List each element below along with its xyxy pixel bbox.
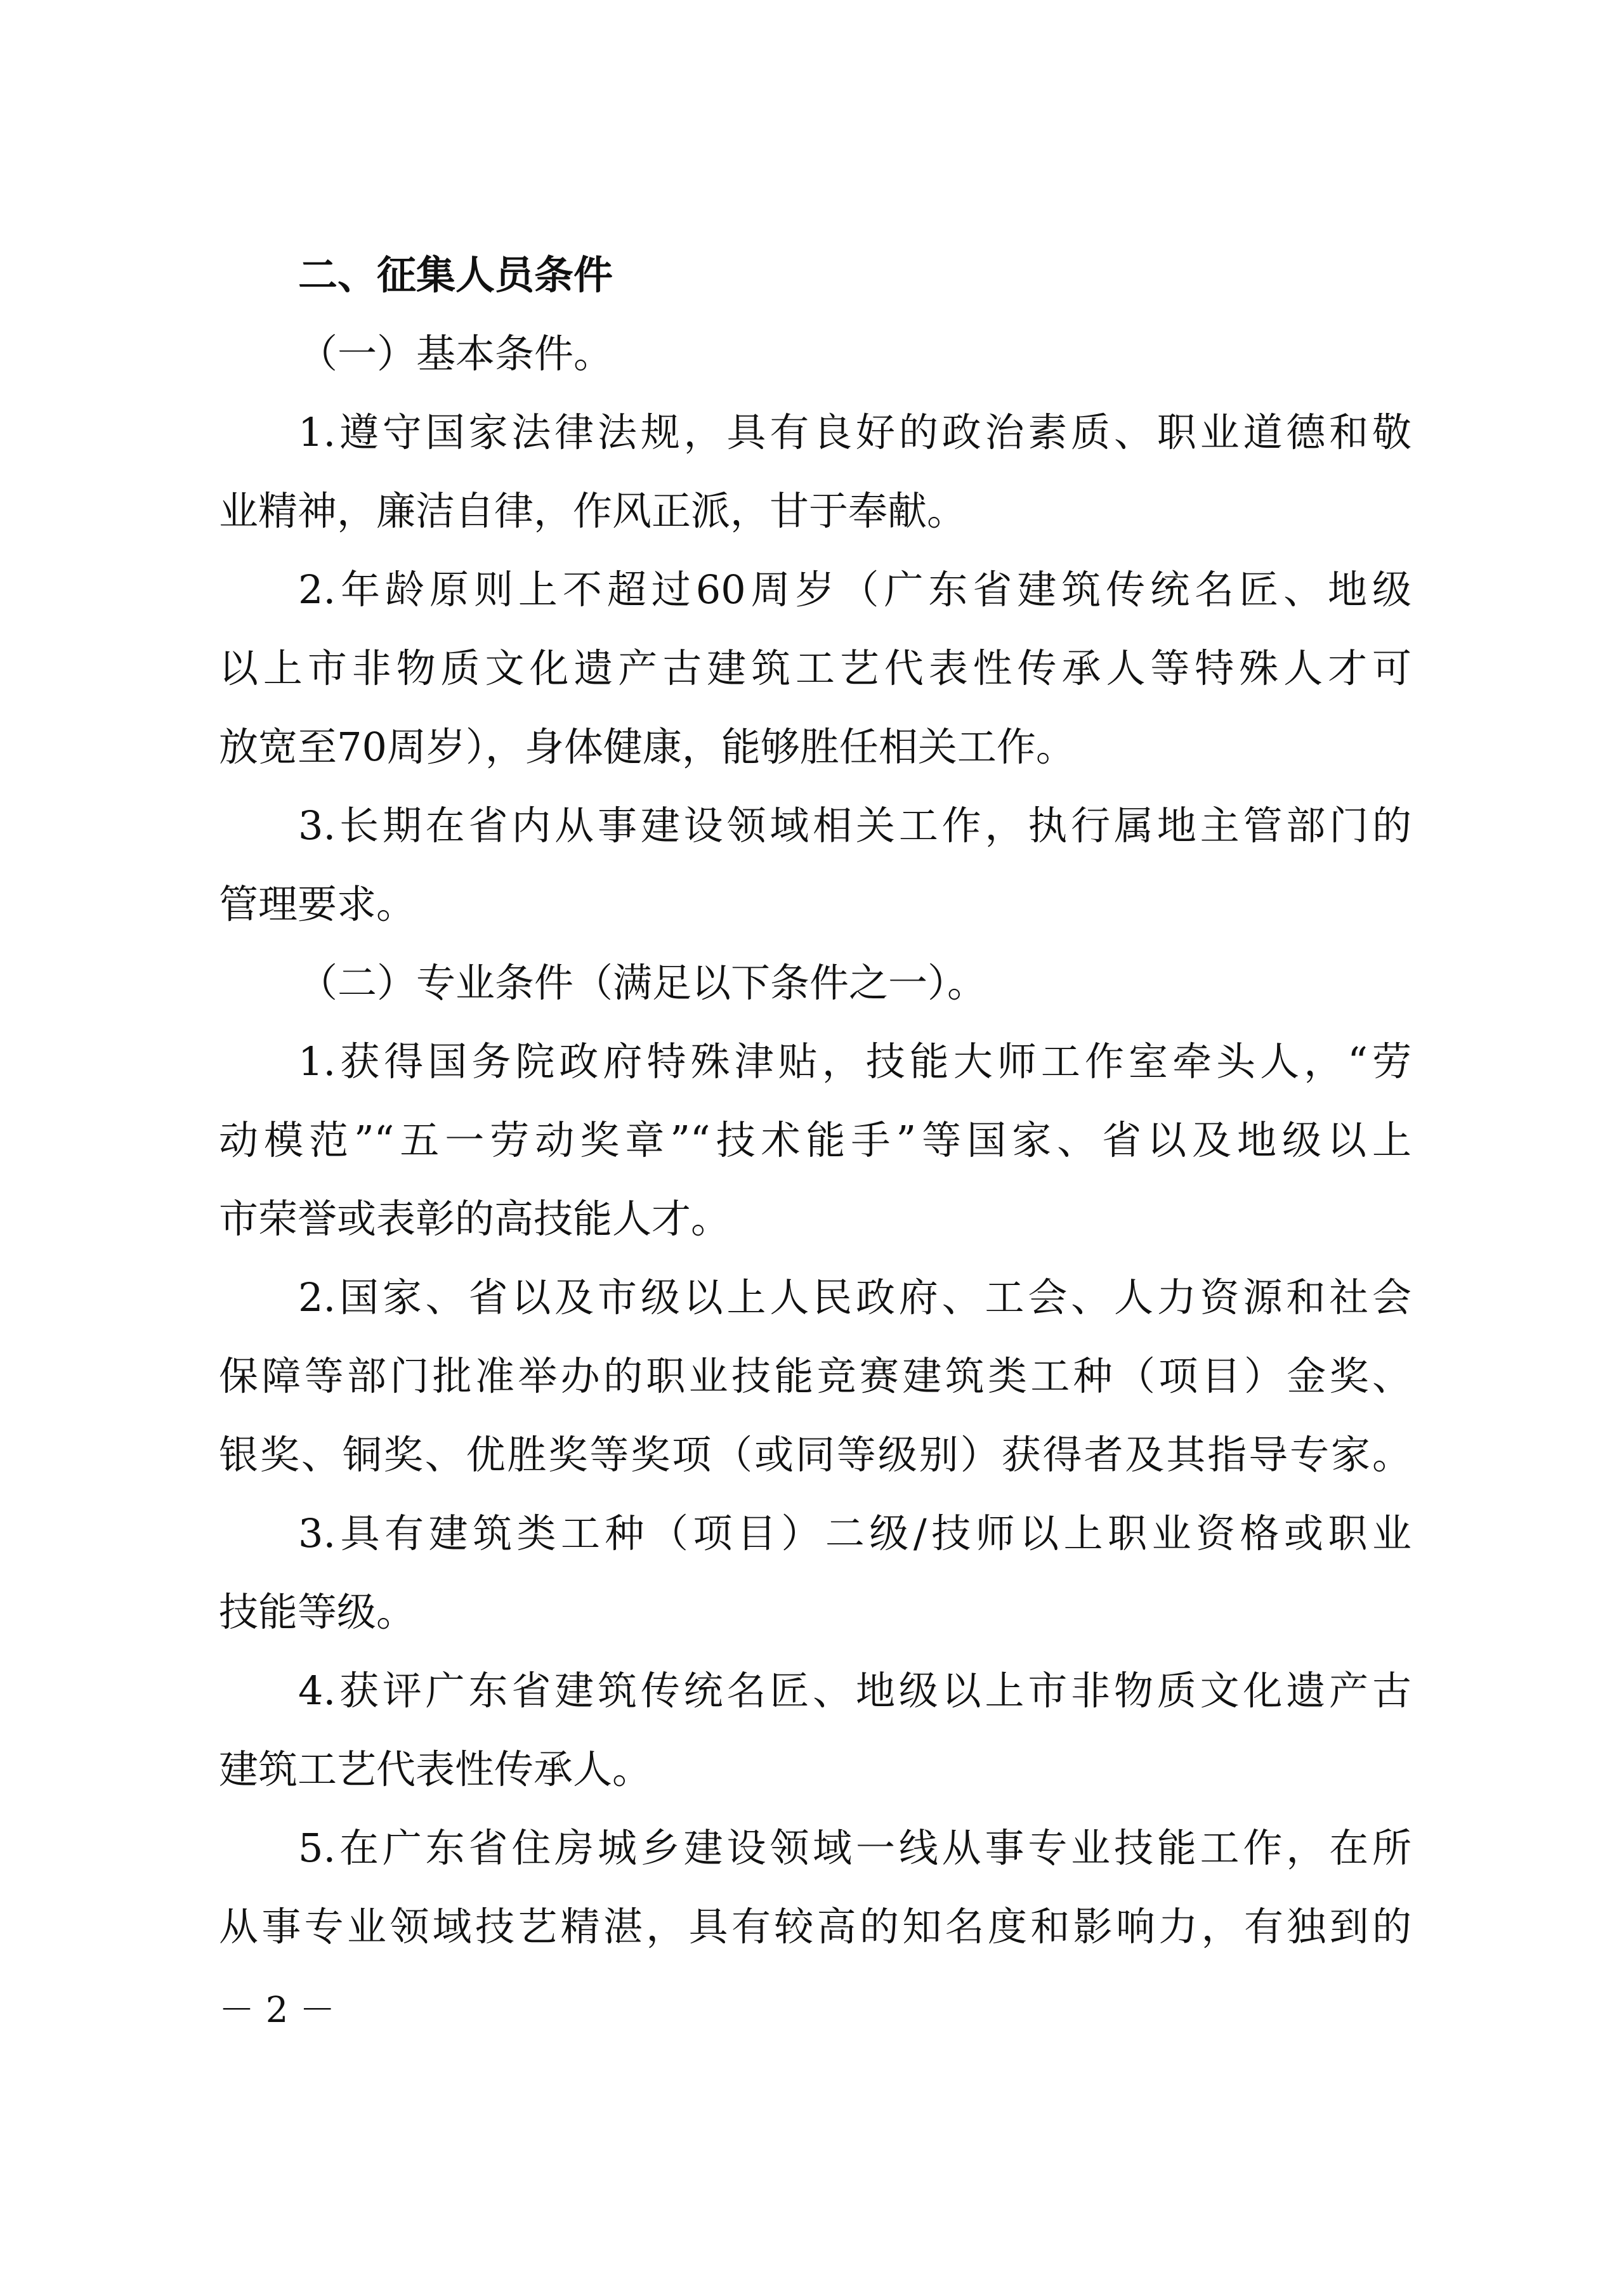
prof-item-4-line-1: 4.获评广东省建筑传统名匠、地级以上市非物质文化遗产古 (298, 1667, 1411, 1714)
basic-item-2-line-2: 以上市非物质文化遗产古建筑工艺代表性传承人等特殊人才可 (219, 645, 1411, 691)
section-heading: 二、征集人员条件 (298, 252, 613, 298)
page-number: － 2 － (219, 1990, 336, 2031)
prof-item-2-line-2: 保障等部门批准举办的职业技能竞赛建筑类工种（项目）金奖、 (219, 1353, 1411, 1399)
basic-item-1-line-2: 业精神，廉洁自律，作风正派，甘于奉献。 (219, 488, 967, 534)
basic-item-2-line-3: 放宽至70周岁），身体健康，能够胜任相关工作。 (219, 724, 1075, 770)
prof-item-5-line-1: 5.在广东省住房城乡建设领域一线从事专业技能工作，在所 (298, 1825, 1411, 1871)
prof-item-3-line-2: 技能等级。 (219, 1589, 416, 1635)
prof-item-3-line-1: 3.具有建筑类工种（项目）二级/技师以上职业资格或职业 (298, 1510, 1411, 1556)
subsection-title-basic: （一）基本条件。 (298, 330, 613, 377)
prof-item-2-line-1: 2.国家、省以及市级以上人民政府、工会、人力资源和社会 (298, 1274, 1411, 1321)
basic-item-2-line-1: 2.年龄原则上不超过60周岁（广东省建筑传统名匠、地级 (298, 566, 1411, 613)
basic-item-3-line-1: 3.长期在省内从事建设领域相关工作，执行属地主管部门的 (298, 802, 1411, 849)
prof-item-2-line-3: 银奖、铜奖、优胜奖等奖项（或同等级别）获得者及其指导专家。 (219, 1432, 1411, 1478)
prof-item-1-line-3: 市荣誉或表彰的高技能人才。 (219, 1196, 731, 1242)
prof-item-5-line-2: 从事专业领域技艺精湛，具有较高的知名度和影响力，有独到的 (219, 1903, 1411, 1950)
subsection-title-professional: （二）专业条件（满足以下条件之一）。 (298, 960, 987, 1006)
prof-item-4-line-2: 建筑工艺代表性传承人。 (219, 1746, 652, 1792)
prof-item-1-line-1: 1.获得国务院政府特殊津贴，技能大师工作室牵头人，“劳 (298, 1038, 1411, 1085)
prof-item-1-line-2: 动模范”“五一劳动奖章”“技术能手”等国家、省以及地级以上 (219, 1117, 1411, 1163)
basic-item-3-line-2: 管理要求。 (219, 881, 416, 927)
basic-item-1-line-1: 1.遵守国家法律法规，具有良好的政治素质、职业道德和敬 (298, 409, 1411, 455)
